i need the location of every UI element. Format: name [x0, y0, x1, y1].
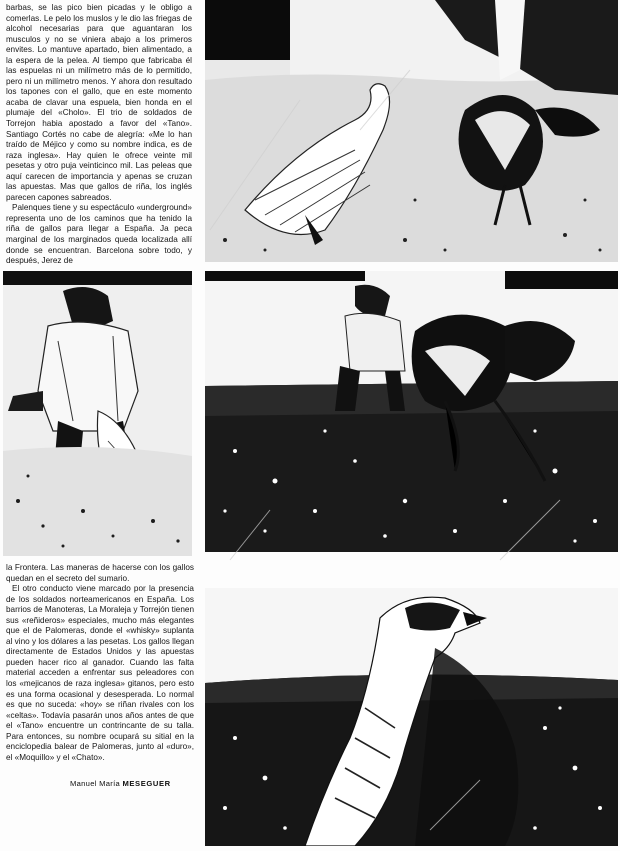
photo-cockfight-spectator: [205, 271, 618, 552]
article-paragraph: El otro conducto viene marcado por la presencia de los soldados norteamericanos en España. Los barrios de Manoteras, La Moraleja y Torrejón tienen sus «reñideros» especiales, mucho más elegantes que el de Palomeras, donde el «whisky» suplanta al vino y los dólares a las pesetas. Los gallos llegan directamente de Estados Unidos y las apuestas pueden hacer rico al ganador. Cuando las falta material acceden a enfrentar sus peleadores con los «mejicanos de raza inglesa» gitanos, pero esto es una forma ocasional y desesperada. Lo normal es que no suceda: «hoy» se riñan rivales con los «celtas». Todavía pasarán unos años antes de que el «Tano» encuentre un contrincante de su talla. Para entonces, su nombre ocupará su sitial en la enciclopedia balear de Palomeras, junto al «duro», el «Moquillo» y el «Chato».: [6, 584, 194, 762]
photo-handler-with-rooster: [3, 271, 192, 556]
article-column-top: [6, 3, 192, 265]
article-paragraph: la Frontera. Las maneras de hacerse con los gallos quedan en el secreto del sumario.: [6, 563, 194, 583]
photo-rooster-closeup: [205, 588, 618, 846]
author-surname: MESEGUER: [122, 779, 171, 788]
photo-roosters-fighting-top: [205, 0, 618, 262]
author-signature: [70, 779, 190, 788]
article-paragraph: barbas, se las pico bien picadas y le obligo a comerlas. Le pelo los muslos y le dio las friegas de alcohol necesarias para que aguantaran los musculos y no se viniera abajo a los primeros envites. Lo mantuve apartado, bien alimentado, a la espera de la pelea. Al tiempo que fabricaba él las espuelas ni un milímetro más de lo permitido, pero ni un milímetro menos. Y ahora don resultado los tapones con el gallo, que en este momento acaba de clavar una espuela, bien honda en el plumaje del «Cholo». El trio de soldados de Torrejon habia apostado a favor del «Tano». Santiago Cortés no cabe de alegría: «Me lo han traído de Méjico y como su nombre indica, es de raza inglesa». Hay quien le ofrece veinte mil pesetas y otro puja veinticinco mil. Las peleas que aquí carecen de importancia y apenas se cruzan las apuestas. Mas que gallos de riña, los inglés parecen capones sabreados.: [6, 3, 192, 202]
author-given-names: Manuel María: [70, 779, 121, 788]
article-column-bottom: [6, 563, 194, 778]
article-paragraph: Palenques tiene y su espectáculo «underground» representa uno de los caminos que ha tenido la riña de gallos para llegar a España. Ja peca marginal de los marginados queda localizada allí donde se encuentran. Barcelona sobre todo, y después, Jerez de: [6, 203, 192, 265]
